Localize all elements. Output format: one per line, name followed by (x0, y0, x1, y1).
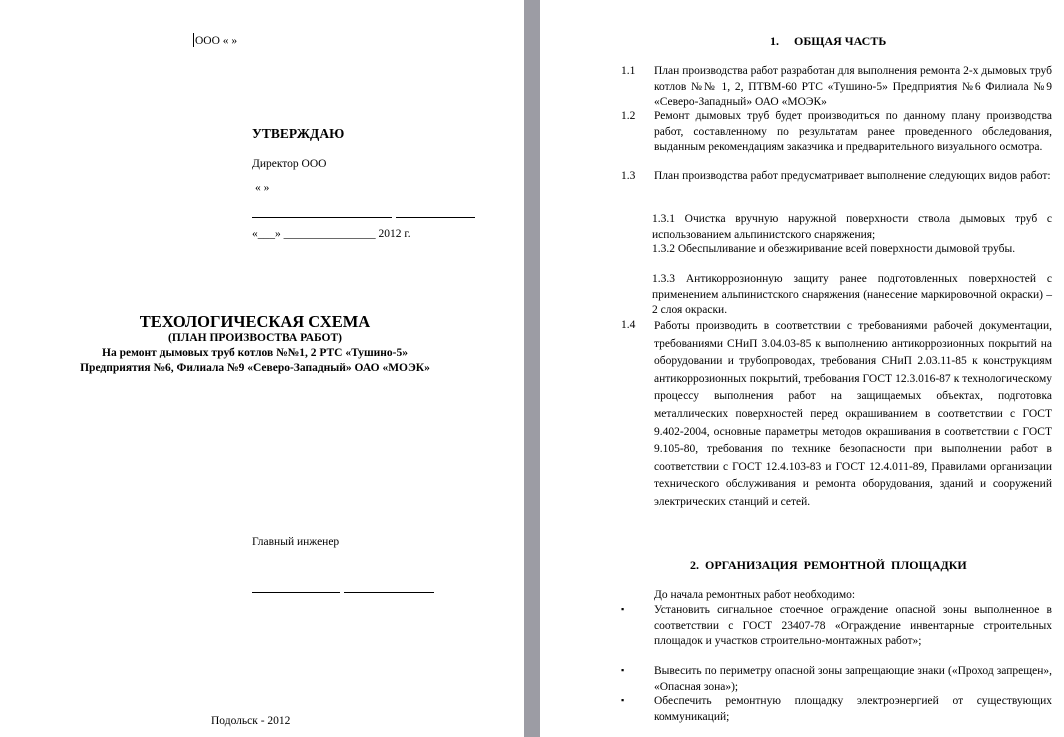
requirement-power: Обеспечить ремонтную площадку электроэнергией от существующих коммуникаций; (654, 695, 1052, 723)
bullet-icon: ▪ (621, 604, 625, 614)
general-section-page (540, 0, 1064, 737)
approve-heading: УТВЕРЖДАЮ (252, 126, 345, 141)
chief-signature-line (252, 592, 340, 593)
requirement-signs: Вывесить по периметру опасной зоны запрещающие знаки («Проход запрещен», «Опасная зона»); (654, 665, 1052, 693)
item-1-2-text: Ремонт дымовых труб будет производиться по данному плану производства работ, составленному по результатам ранее проведенного обследования, выданным рекомендациям заказчика и предварительного визуального осмотра. (654, 110, 1052, 153)
approval-date: «___» ________________ 2012 г. (252, 228, 411, 240)
name-line (396, 217, 475, 218)
document-subtitle: (ПЛАН ПРОИЗВОСТВА РАБОТ) (167, 332, 343, 344)
item-1-2-number: 1.2 (621, 110, 636, 122)
item-1-3-number: 1.3 (621, 170, 636, 182)
document-title: ТЕХОЛОГИЧЕСКАЯ СХЕМА (139, 312, 371, 331)
item-1-1-text: План производства работ разработан для выполнения ремонта 2-х дымовых труб котлов №№ 1, 2, ПТВМ-60 РТС «Тушино-5» Предприятия №6 Филиала №9 «Северо-Западный» ОАО «МОЭК» (654, 65, 1052, 108)
chief-engineer-label: Главный инженер (252, 536, 340, 548)
org-name: ООО « » (195, 35, 238, 47)
text-cursor (193, 33, 194, 47)
bullet-icon: ▪ (621, 695, 625, 705)
item-1-4-text: Работы производить в соответствии с требованиями рабочей документации, требованиями СНиП 3.04.03-85 к выполнению антикоррозионных покрытий на оборудовании и трубопроводах, требования СНиП 2.03.11-85 к конструкциям антикоррозионных покрытий, требования ГОСТ 12.3.016-87 к технологическому процессу выполнения работ на защищаемых объектах, подготовка металлических поверхностей перед окрашиванием в соответствии с ГОСТ 9.402-2004, основные параметры методов окрашивания в соответствии с ГОСТ 9.105-80, требования по технике безопасности при выполнении работ в соответствии с ГОСТ 12.4.103-83 и ГОСТ 12.4.011-89, Правилами организации технического обслуживания и ремонта оборудования, зданий и сооружений электрических станций и сетей. (654, 320, 1052, 508)
section-2-intro: До начала ремонтных работ необходимо: (654, 589, 856, 601)
item-1-4-number: 1.4 (621, 319, 636, 331)
chief-name-line (344, 592, 434, 593)
section-2-heading: 2. ОРГАНИЗАЦИЯ РЕМОНТНОЙ ПЛОЩАДКИ (690, 558, 967, 572)
section-1-heading: 1. ОБЩАЯ ЧАСТЬ (770, 34, 887, 48)
document-subject-line1: На ремонт дымовых труб котлов №№1, 2 РТС «Тушино-5» (102, 347, 408, 359)
signature-line (252, 217, 392, 218)
bullet-icon: ▪ (621, 665, 625, 675)
footer-city-year: Подольск - 2012 (211, 715, 291, 727)
item-1-1-number: 1.1 (621, 65, 636, 77)
item-1-3-1-text: 1.3.1 Очистка вручную наружной поверхности ствола дымовых труб с использованием альпинистского снаряжения; (652, 213, 1052, 241)
item-1-3-text: План производства работ предусматривает выполнение следующих видов работ: (654, 170, 1051, 182)
item-1-3-3-text: 1.3.3 Антикоррозионную защиту ранее подготовленных поверхностей с применением альпинистского снаряжения (нанесение маркировочной окраски) – 2 слоя окраски. (652, 273, 1052, 316)
director-org-quote: « » (255, 182, 270, 194)
requirement-fence: Установить сигнальное стоечное ограждение опасной зоны выполненное в соответствии с ГОСТ 23407-78 «Ограждение инвентарные строительных площадок и участков строительно-монтажных работ»; (654, 604, 1052, 647)
document-subject-line2: Предприятия №6, Филиала №9 «Северо-Западный» ОАО «МОЭК» (80, 362, 430, 374)
director-label: Директор ООО (252, 158, 327, 170)
item-1-3-2-text: 1.3.2 Обеспыливание и обезжиривание всей поверхности дымовой трубы. (652, 243, 1016, 255)
title-page (0, 0, 524, 737)
